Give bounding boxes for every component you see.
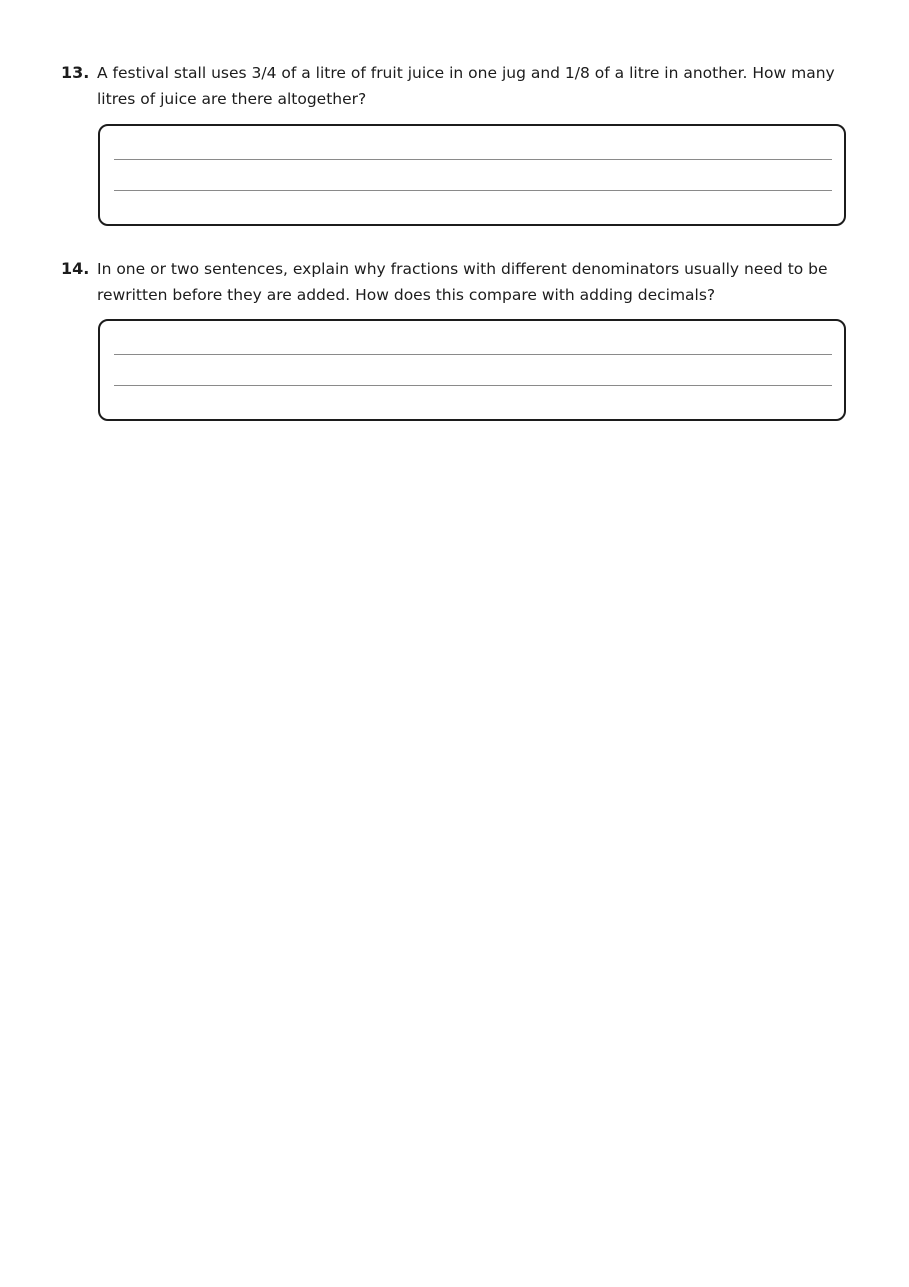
question-number: 13. xyxy=(61,63,90,82)
answer-box[interactable] xyxy=(98,124,846,226)
answer-line xyxy=(114,190,832,191)
question-text: In one or two sentences, explain why fractions with different denominators usually need to be rewritten before they are added. How does this compare with adding decimals? xyxy=(97,260,828,304)
answer-line xyxy=(114,385,832,386)
answer-line xyxy=(114,354,832,355)
answer-line xyxy=(114,159,832,160)
question-text: A festival stall uses 3/4 of a litre of fruit juice in one jug and 1/8 of a litre in another. How many litres of juice are there altogether? xyxy=(97,64,835,108)
answer-box[interactable] xyxy=(98,319,846,421)
question-number: 14. xyxy=(61,259,90,278)
